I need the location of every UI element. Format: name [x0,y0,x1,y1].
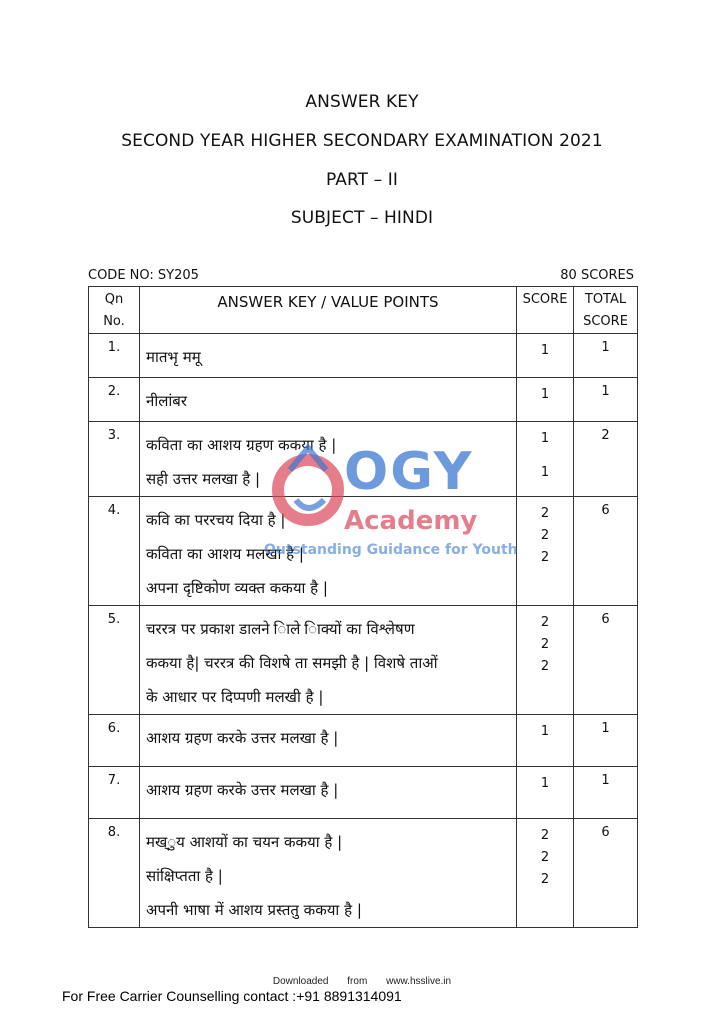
total-score: 1 [574,378,638,422]
answer-line: नीलांबर [146,392,187,410]
total-score: 1 [574,767,638,819]
contact-line: For Free Carrier Counselling contact :+91 8891314091 [62,988,402,1004]
score-value: 2 [540,828,550,843]
answer-points [140,422,517,497]
score-cell [517,378,574,422]
score-value: 2 [540,850,550,865]
table-row [89,819,638,928]
score-cell [517,606,574,715]
subject-title: SUBJECT – HINDI [290,208,434,228]
table-row [89,497,638,606]
header-total-line2: SCORE [583,314,628,329]
score-cell [517,819,574,928]
answer-line: सांक्षिप्तता है | [146,867,223,885]
table-row [89,767,638,819]
header-score: SCORE [517,287,574,334]
answer-line: मख्ुय आशयों का चयन ककया है | [146,833,343,851]
answer-points [140,767,517,819]
total-score: 1 [574,715,638,767]
score-cell [517,422,574,497]
answer-key-title: ANSWER KEY [305,92,419,112]
answer-line: चररत्र पर प्रकाश डालने िाले िाक्यों का विश्लेषण [146,620,415,638]
score-value: 1 [540,776,550,791]
watermark-name: Academy [344,506,478,536]
table-header-row [89,287,638,334]
score-value: 2 [540,659,550,674]
answer-line: मातभृ ममू [146,348,201,366]
score-value: 1 [540,724,550,739]
table-row [89,422,638,497]
total-score: 6 [574,819,638,928]
answer-line: ककया है| चररत्र की विशषे ता समझी है | विशषे ताओं [146,654,438,672]
score-value: 2 [540,506,550,521]
answer-key-table [88,286,638,928]
question-number: 4. [89,497,140,606]
answer-points [140,497,517,606]
question-number: 2. [89,378,140,422]
score-value: 1 [540,343,550,358]
header-total-line1: TOTAL [584,292,627,307]
answer-line: अपना दृष्टिकोण व्यक्त ककया है | [146,579,328,597]
exam-title: SECOND YEAR HIGHER SECONDARY EXAMINATION 2021 [121,131,603,151]
answer-line: सही उत्तर मलखा है | [146,470,261,488]
table-row [89,715,638,767]
total-scores: 80 SCORES [560,268,634,283]
answer-line: आशय ग्रहण करके उत्तर मलखा है | [146,729,339,747]
header-qn-line2: No. [103,314,125,329]
question-number: 1. [89,334,140,378]
code-number: CODE NO: SY205 [88,268,199,283]
score-cell [517,767,574,819]
score-value: 2 [540,528,550,543]
table-body [89,334,638,928]
total-score: 1 [574,334,638,378]
total-score: 6 [574,606,638,715]
total-score: 2 [574,422,638,497]
answer-line: अपनी भाषा में आशय प्रस्ततु ककया है | [146,901,362,919]
watermark-tagline: Outstanding Guidance for Youth [264,542,518,558]
score-value: 1 [540,431,550,446]
table-row [89,378,638,422]
answer-points [140,715,517,767]
header-qn-line1: Qn [104,292,124,307]
answer-points [140,819,517,928]
answer-line: कवि का पररचय दिया है | [146,511,286,529]
question-number: 3. [89,422,140,497]
table-row [89,606,638,715]
answer-points [140,334,517,378]
question-number: 8. [89,819,140,928]
watermark-brand: OGY [344,442,474,502]
answer-line: कविता का आशय मलखा है | [146,545,304,563]
answer-points [140,378,517,422]
question-number: 5. [89,606,140,715]
total-score: 6 [574,497,638,606]
score-value: 2 [540,872,550,887]
header-total [574,287,638,334]
downloaded-text: Downloaded [272,976,329,987]
answer-line: कविता का आशय ग्रहण ककया है | [146,436,337,454]
download-note [0,976,724,987]
table-row [89,334,638,378]
score-value: 2 [540,615,550,630]
header-qn [89,287,140,334]
score-cell [517,334,574,378]
answer-line: आशय ग्रहण करके उत्तर मलखा है | [146,781,339,799]
site-link[interactable]: www.hsslive.in [386,976,452,987]
answer-line: के आधार पर दिप्पणी मलखी है | [146,688,324,706]
part-title: PART – II [326,170,398,190]
question-number: 7. [89,767,140,819]
from-text: from [347,976,368,987]
score-value: 2 [540,550,550,565]
question-number: 6. [89,715,140,767]
score-cell [517,497,574,606]
score-value: 1 [540,465,550,480]
score-value: 2 [540,637,550,652]
answer-points [140,606,517,715]
score-value: 1 [540,387,550,402]
score-cell [517,715,574,767]
header-answer: ANSWER KEY / VALUE POINTS [140,287,517,334]
